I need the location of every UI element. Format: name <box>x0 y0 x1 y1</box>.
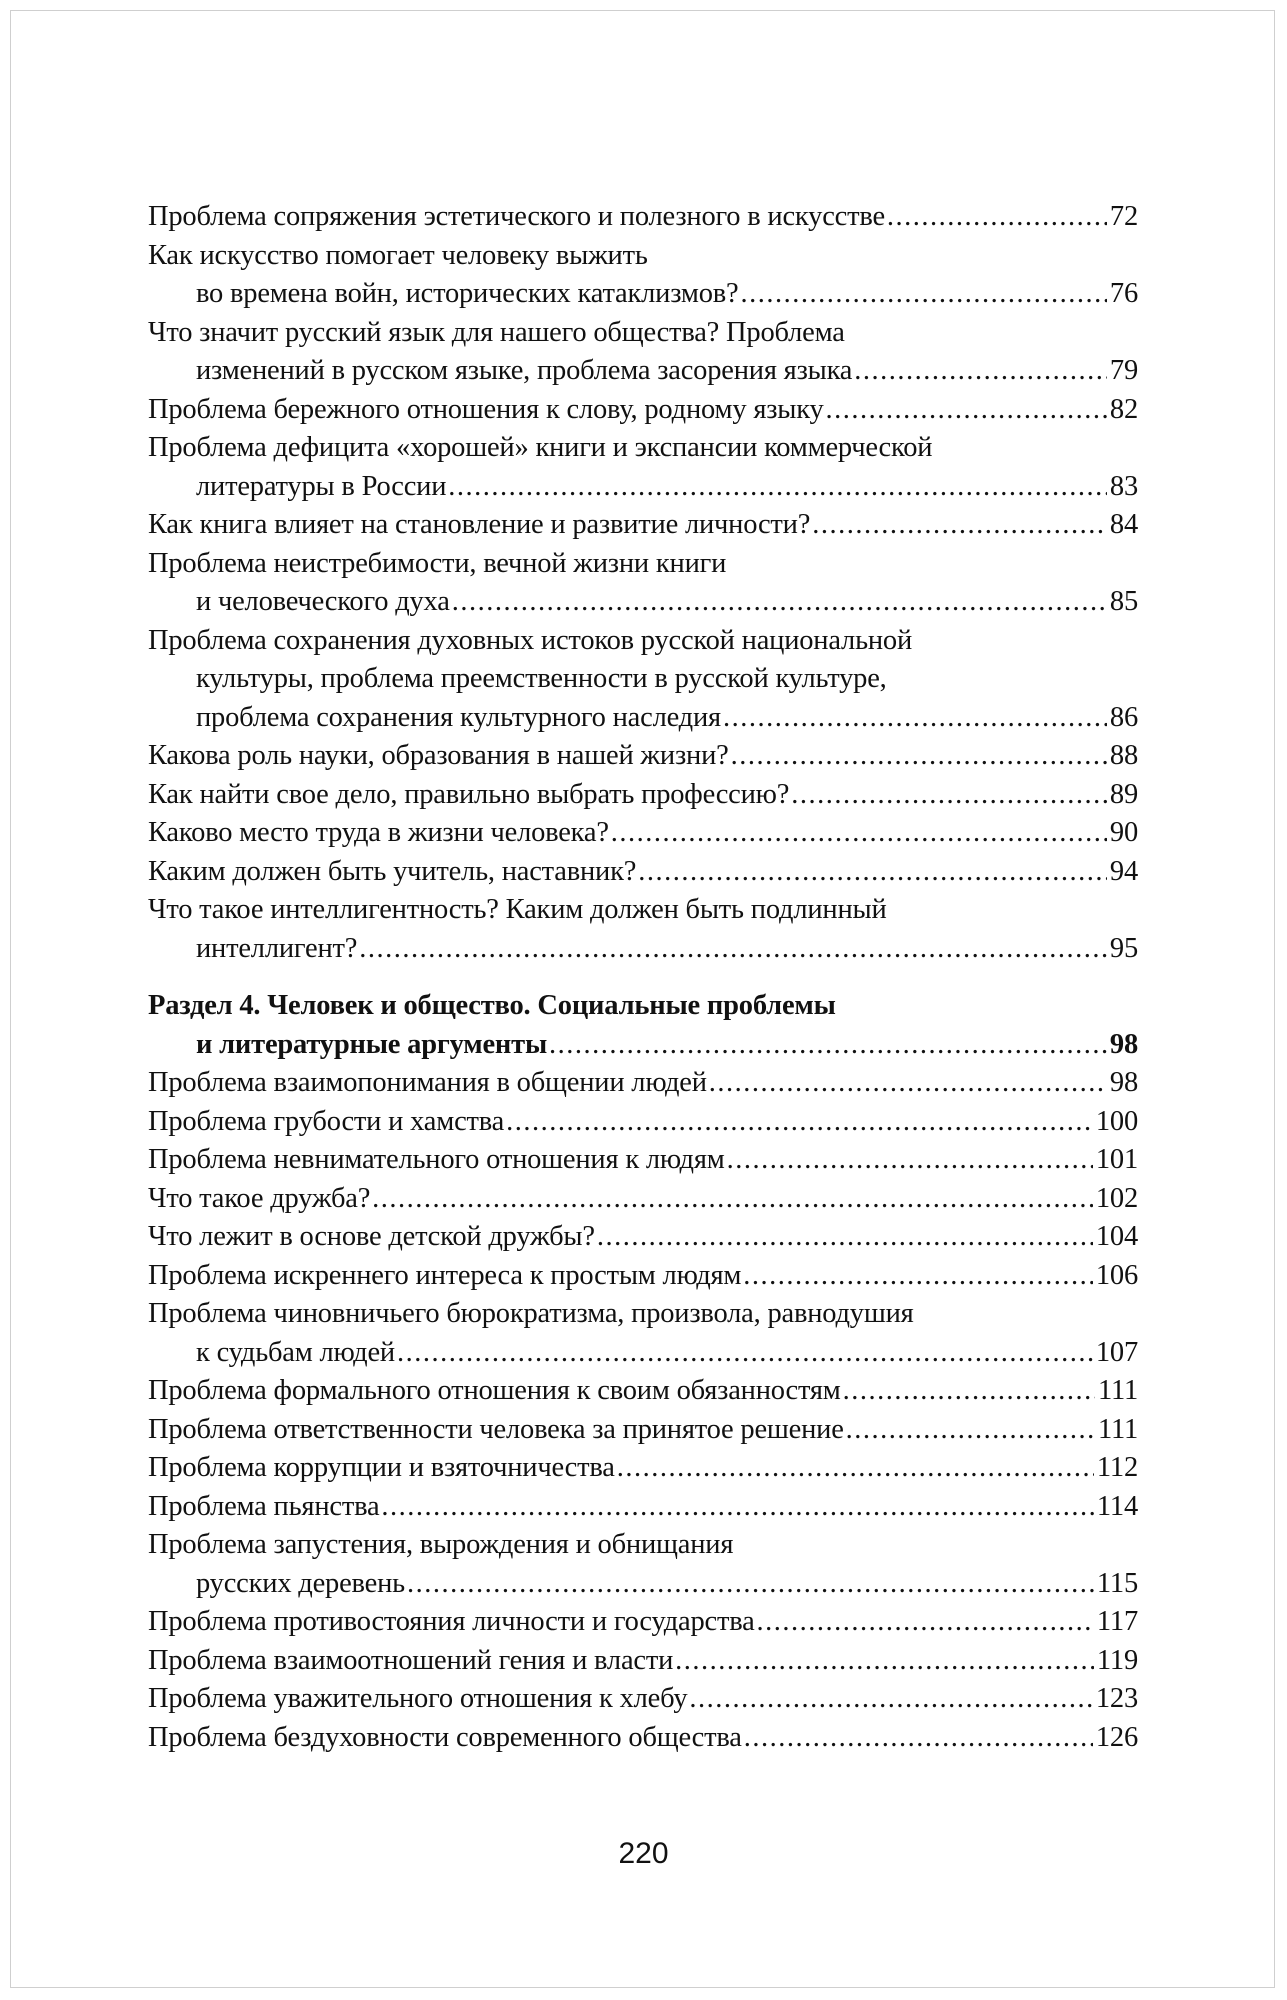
dot-leader <box>597 1218 1093 1257</box>
toc-entry-title-line: Как книга влияет на становление и развитие личности? <box>148 509 811 540</box>
toc-entry-title-line: Проблема невнимательного отношения к людям <box>148 1144 725 1175</box>
dot-leader <box>689 1680 1092 1719</box>
toc-entry-title-line: Какова роль науки, образования в нашей жизни? <box>148 740 729 771</box>
toc-entry-last-line <box>148 1449 1138 1488</box>
toc-entry-last-line <box>148 1565 1138 1604</box>
toc-entry-title-line: Проблема уважительного отношения к хлебу <box>148 1683 688 1714</box>
toc-entry <box>148 1719 1138 1758</box>
toc-entry-last-line <box>148 1488 1138 1527</box>
toc-entry-title-line: Проблема взаимоотношений гения и власти <box>148 1644 674 1676</box>
dot-leader <box>448 468 1107 507</box>
toc-entry <box>148 1257 1138 1296</box>
table-of-contents <box>148 198 1138 1757</box>
toc-page-number: 104 <box>1095 1221 1138 1252</box>
toc-entry-title-line: изменений в русском языке, проблема засорения языка <box>196 355 853 386</box>
toc-entry-title-line: интеллигент? <box>196 932 358 964</box>
dot-leader <box>397 1334 1093 1373</box>
toc-entry-title-line: Проблема взаимопонимания в общении людей <box>148 1067 707 1098</box>
dot-leader <box>675 1642 1094 1681</box>
toc-page-number: 82 <box>1109 393 1138 425</box>
dot-leader <box>452 583 1107 622</box>
dot-leader <box>407 1565 1094 1604</box>
toc-entry-last-line <box>148 1680 1138 1719</box>
toc-entry <box>148 314 1138 391</box>
toc-entry-title-line: во времена войн, исторических катаклизмов? <box>196 278 739 309</box>
toc-entry <box>148 814 1138 853</box>
toc-page-number: 79 <box>1109 355 1138 386</box>
toc-page-number: 89 <box>1109 778 1138 810</box>
toc-entry <box>148 853 1138 892</box>
toc-page-number: 112 <box>1096 1452 1138 1483</box>
toc-entry-title-line: Проблема бережного отношения к слову, родному языку <box>148 393 824 425</box>
toc-entry-last-line <box>148 930 1138 969</box>
dot-leader <box>812 506 1107 545</box>
toc-entry <box>148 776 1138 815</box>
toc-entry-title-line: Раздел 4. Человек и общество. Социальные проблемы <box>148 990 836 1021</box>
toc-entry-title-line: Проблема бездуховности современного общества <box>148 1721 742 1753</box>
dot-leader <box>887 198 1107 237</box>
dot-leader <box>731 737 1107 776</box>
toc-entry <box>148 1603 1138 1642</box>
toc-page-number: 117 <box>1096 1606 1138 1637</box>
toc-entry-last-line <box>148 1218 1138 1257</box>
toc-page-number: 95 <box>1109 932 1138 964</box>
toc-entry-title-line: Как искусство помогает человеку выжить <box>148 239 648 271</box>
toc-entry-title-line: Проблема ответственности человека за принятое решение <box>148 1413 844 1445</box>
toc-entry-last-line <box>148 198 1138 237</box>
toc-page-number: 106 <box>1095 1259 1138 1291</box>
dot-leader <box>727 1141 1093 1180</box>
toc-entry-title-line: Проблема сопряжения эстетического и полезного в искусстве <box>148 201 885 232</box>
toc-entry-last-line <box>148 1180 1138 1219</box>
toc-entry <box>148 1488 1138 1527</box>
toc-entry-last-line <box>148 776 1138 815</box>
dot-leader <box>359 930 1107 969</box>
toc-entry <box>148 1141 1138 1180</box>
toc-entry <box>148 198 1138 237</box>
toc-entry <box>148 1103 1138 1142</box>
toc-page-number: 86 <box>1109 701 1138 733</box>
toc-entry-last-line <box>148 391 1138 430</box>
toc-entry <box>148 891 1138 968</box>
toc-entry-title-line: к судьбам людей <box>196 1336 395 1368</box>
dot-leader <box>372 1180 1093 1219</box>
dot-leader <box>791 776 1107 815</box>
toc-entry-last-line <box>148 1064 1138 1103</box>
toc-entry-last-line <box>148 1719 1138 1758</box>
page-number: 220 <box>618 1837 669 1870</box>
dot-leader <box>549 1026 1107 1065</box>
toc-entry-last-line <box>148 1334 1138 1373</box>
toc-entry-title-line: Каково место труда в жизни человека? <box>148 817 609 848</box>
toc-entry-title-line: Что лежит в основе детской дружбы? <box>148 1221 595 1252</box>
toc-page-number: 119 <box>1096 1644 1138 1676</box>
toc-page-number: 102 <box>1095 1182 1138 1214</box>
toc-entry <box>148 1526 1138 1603</box>
toc-entry-title-line: Каким должен быть учитель, наставник? <box>148 855 637 887</box>
dot-leader <box>381 1488 1094 1527</box>
toc-entry <box>148 1680 1138 1719</box>
toc-entry-title-line: Что значит русский язык для нашего общества? Проблема <box>148 316 845 348</box>
toc-entry-title-line: Что такое интеллигентность? Каким должен быть подлинный <box>148 894 887 925</box>
dot-leader <box>854 352 1107 391</box>
toc-page-number: 101 <box>1095 1144 1138 1175</box>
toc-entry <box>148 1372 1138 1411</box>
toc-entry-title-line: Проблема чиновничьего бюрократизма, произвола, равнодушия <box>148 1298 914 1329</box>
toc-entry <box>148 237 1138 314</box>
toc-entry-title-line: русских деревень <box>196 1567 405 1599</box>
toc-section-heading <box>148 987 1138 1064</box>
toc-entry-last-line <box>148 506 1138 545</box>
toc-entry-title-line: Проблема искреннего интереса к простым людям <box>148 1259 742 1291</box>
toc-entry-last-line <box>148 699 1138 738</box>
toc-entry-last-line <box>148 1603 1138 1642</box>
dot-leader <box>843 1372 1095 1411</box>
toc-page-number: 90 <box>1109 817 1138 848</box>
toc-page-number: 114 <box>1096 1490 1138 1522</box>
toc-page-number: 111 <box>1097 1375 1138 1406</box>
toc-entry <box>148 1180 1138 1219</box>
toc-entry-title-line: литературы в России <box>196 470 447 502</box>
toc-entry-title-line: и человеческого духа <box>196 586 450 617</box>
toc-entry-last-line <box>148 275 1138 314</box>
toc-entry-last-line <box>148 1026 1138 1065</box>
toc-entry-title-line: Проблема формального отношения к своим обязанностям <box>148 1375 841 1406</box>
toc-entry-title-line: Проблема противостояния личности и государства <box>148 1606 755 1637</box>
toc-entry-last-line <box>148 737 1138 776</box>
dot-leader <box>846 1411 1095 1450</box>
dot-leader <box>723 699 1107 738</box>
toc-entry-title-line: Проблема коррупции и взяточничества <box>148 1452 615 1483</box>
toc-entry-title-line: Проблема пьянства <box>148 1490 380 1522</box>
toc-entry-title-line: проблема сохранения культурного наследия <box>196 701 721 733</box>
toc-entry-last-line <box>148 853 1138 892</box>
dot-leader <box>617 1449 1094 1488</box>
toc-entry-last-line <box>148 1257 1138 1296</box>
toc-page-number: 107 <box>1095 1336 1138 1368</box>
toc-entry <box>148 737 1138 776</box>
toc-entry-last-line <box>148 1642 1138 1681</box>
toc-entry-title-line: Проблема грубости и хамства <box>148 1105 505 1137</box>
toc-page-number: 111 <box>1097 1413 1138 1445</box>
toc-page-number: 98 <box>1109 1067 1138 1098</box>
toc-entry <box>148 1411 1138 1450</box>
toc-entry-title-line: Что такое дружба? <box>148 1182 371 1214</box>
dot-leader <box>743 1257 1093 1296</box>
dot-leader <box>709 1064 1107 1103</box>
toc-page-number: 123 <box>1095 1683 1138 1714</box>
toc-entry <box>148 545 1138 622</box>
toc-entry <box>148 506 1138 545</box>
toc-entry-last-line <box>148 352 1138 391</box>
dot-leader <box>757 1603 1094 1642</box>
toc-page-number: 126 <box>1095 1721 1138 1753</box>
toc-page-number: 83 <box>1109 470 1138 502</box>
toc-page-number: 84 <box>1109 509 1138 540</box>
toc-page-number: 94 <box>1109 855 1138 887</box>
toc-page-number: 100 <box>1095 1105 1138 1137</box>
toc-entry <box>148 622 1138 738</box>
toc-page-number: 85 <box>1109 586 1138 617</box>
toc-entry <box>148 1642 1138 1681</box>
toc-entry <box>148 1449 1138 1488</box>
dot-leader <box>744 1719 1093 1758</box>
toc-page-number: 76 <box>1109 278 1138 309</box>
toc-entry <box>148 429 1138 506</box>
toc-entry-last-line <box>148 583 1138 622</box>
toc-entry <box>148 1218 1138 1257</box>
dot-leader <box>638 853 1107 892</box>
toc-entry-last-line <box>148 814 1138 853</box>
toc-entry-title-line: культуры, проблема преемственности в русской культуре, <box>196 663 887 694</box>
toc-entry-title-line: Проблема дефицита «хорошей» книги и экспансии коммерческой <box>148 432 933 463</box>
toc-entry-title-line: Проблема неистребимости, вечной жизни книги <box>148 547 727 579</box>
dot-leader <box>506 1103 1093 1142</box>
toc-entry-last-line <box>148 1103 1138 1142</box>
toc-entry-last-line <box>148 1411 1138 1450</box>
toc-entry-title-line: Как найти свое дело, правильно выбрать профессию? <box>148 778 790 810</box>
toc-entry-last-line <box>148 468 1138 507</box>
toc-page-number: 72 <box>1109 201 1138 232</box>
toc-entry <box>148 1064 1138 1103</box>
dot-leader <box>740 275 1106 314</box>
toc-page-number: 115 <box>1096 1567 1138 1599</box>
toc-entry-title-line: Проблема запустения, вырождения и обнищания <box>148 1529 734 1560</box>
dot-leader <box>826 391 1107 430</box>
toc-entry-last-line <box>148 1141 1138 1180</box>
toc-entry <box>148 391 1138 430</box>
dot-leader <box>611 814 1107 853</box>
toc-page-number: 88 <box>1109 740 1138 771</box>
toc-page-number: 98 <box>1109 1028 1138 1060</box>
toc-entry-title-line: Проблема сохранения духовных истоков русской национальной <box>148 624 913 656</box>
toc-entry-title-line: и литературные аргументы <box>196 1028 547 1060</box>
toc-entry <box>148 1295 1138 1372</box>
toc-entry-last-line <box>148 1372 1138 1411</box>
